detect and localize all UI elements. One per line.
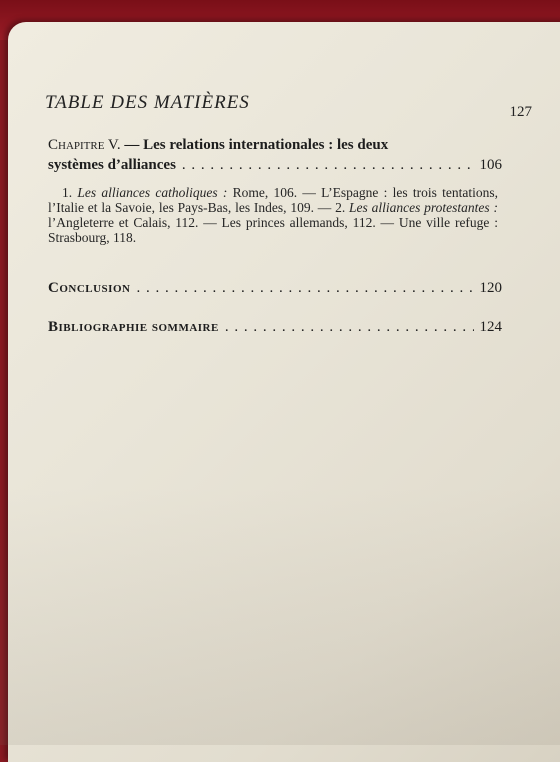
toc-entry-conclusion — [48, 280, 502, 297]
book-page — [8, 22, 560, 762]
toc-entry-bibliography — [48, 319, 502, 336]
chapter-title: Les relations internationales : les deux — [143, 137, 389, 153]
section-text-catholic: Rome, 106. — L’Espagne : les trois tentations, l’Italie et la Savoie, les Pays-Bas, les Indes, 109. — 2. — [48, 185, 499, 215]
bibliography-label: Bibliographie sommaire — [48, 319, 219, 335]
section-title-protestant: Les alliances protestantes : — [349, 200, 498, 215]
chapter-summary — [48, 185, 498, 245]
page-number: 127 — [509, 104, 532, 120]
chapter-page-number: 106 — [479, 157, 502, 173]
chapter-title-continued: systèmes d’alliances — [48, 157, 176, 173]
bibliography-page-number: 124 — [479, 319, 502, 335]
section-title-catholic: Les alliances catholiques : — [77, 185, 228, 200]
conclusion-label: Conclusion — [48, 280, 131, 296]
chapter-title-line2 — [48, 155, 502, 175]
chapter-title-line1 — [48, 135, 502, 155]
chapter-label: Chapitre V. — [48, 137, 121, 153]
toc-entry-chapter — [48, 135, 502, 175]
section-text-protestant: l’Angleterre et Calais, 112. — Les princes allemands, 112. — Une ville refuge : Strasbourg, 118. — [48, 215, 498, 245]
chapter-summary-paragraph — [48, 185, 498, 245]
dot-leader — [225, 319, 474, 336]
page-title: TABLE DES MATIÈRES — [45, 92, 250, 113]
section-number: 1. — [62, 185, 78, 200]
dot-leader — [182, 155, 474, 175]
conclusion-page-number: 120 — [479, 280, 502, 296]
dot-leader — [136, 280, 473, 297]
chapter-dash: — — [120, 137, 144, 153]
